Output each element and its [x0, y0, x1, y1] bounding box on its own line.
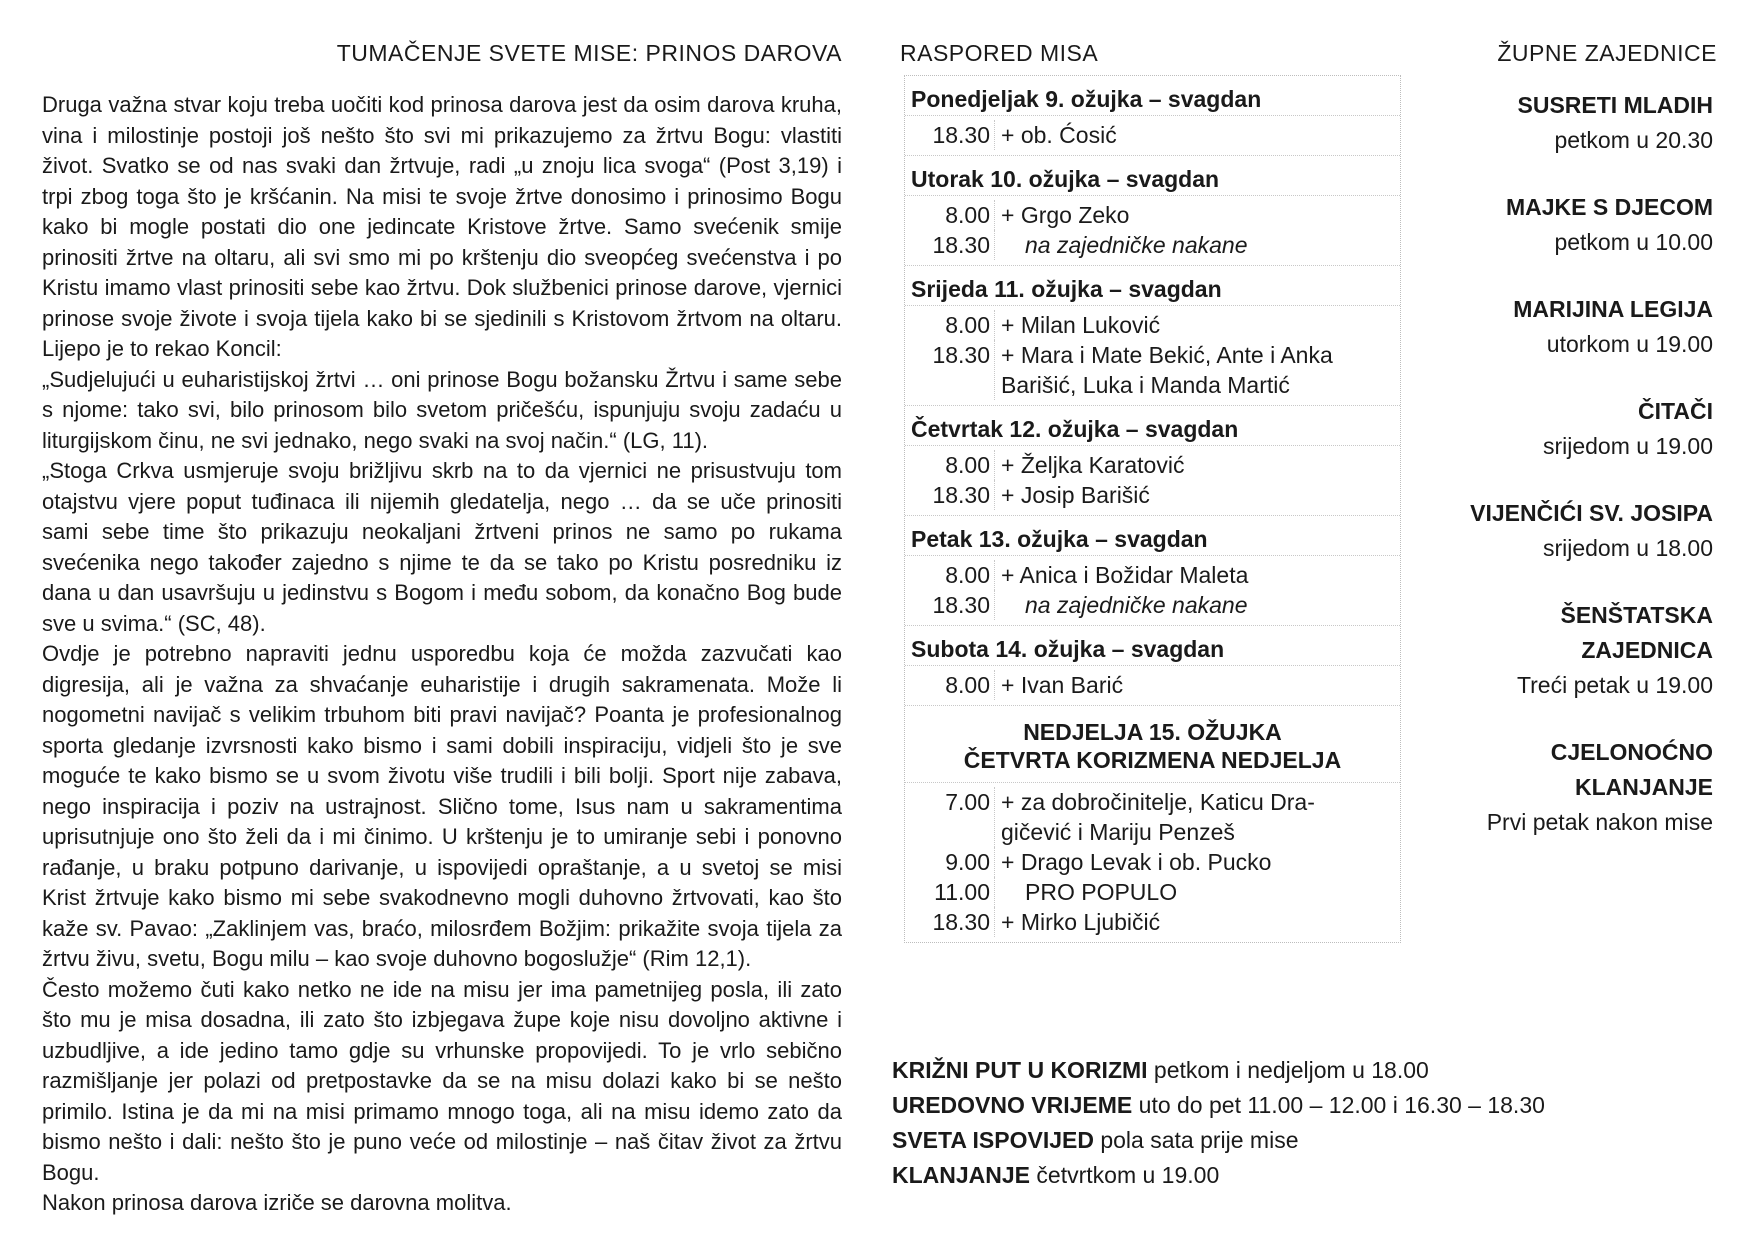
notice-label: KRIŽNI PUT U KORIZMI [892, 1057, 1148, 1083]
mass-row [905, 230, 1400, 260]
mass-row [905, 560, 1400, 590]
mass-intention: + Ivan Barić [1001, 672, 1124, 698]
day-heading: Srijeda 11. ožujka – svagdan [905, 266, 1400, 306]
mass-row [905, 847, 1400, 877]
notice-line [892, 1158, 1712, 1193]
community-name: ČITAČI [1638, 398, 1713, 424]
community-time: srijedom u 18.00 [1542, 535, 1713, 561]
mass-time: 9.00 [905, 847, 995, 877]
mass-intention: + Mirko Ljubičić [1001, 909, 1161, 935]
day-masses [905, 556, 1400, 626]
sunday-date: NEDJELJA 15. OŽUJKA [1023, 719, 1282, 745]
day-masses [905, 446, 1400, 516]
parish-notices [892, 1053, 1712, 1193]
notice-label: UREDOVNO VRIJEME [892, 1092, 1133, 1118]
day-heading: Petak 13. ožujka – svagdan [905, 516, 1400, 556]
article-paragraph: Ovdje je potrebno napraviti jednu usporedbu koja će možda zazvučati kao digresija, ali je važna za shvaćanje euharistije i drugih sakramenata. Može li nogometni navijač s velikim trbuhom biti pravi navijač? Poanta je profesionalnog sporta gledanje izvrsnosti kako bismo i sami dobili inspiraciju, vidjeli što je sve moguće te kako bismo se u svom životu više trudili i bili bolji. Sport nije zabava, nego inspiracija i poziv na ustrajnost. Slično tome, Isus nam u sakramentima uprisutnjuje ono što želi da i mi činimo. U krštenju je to umiranje sebi i ponovno rađanje, u braku potpuno darivanje, u ispovijedi opraštanje, a u svetoj se misi Krist žrtvuje kako bismo mi sebe svakodnevno mogli duhovno žrtvovati, kao što kaže sv. Pavao: „Zaklinjem vas, braćo, milosrđem Božjim: prikažite svoja tijela za žrtvu živu, svetu, Bogu milu – kao svoje duhovno bogoslužje“ (Rim 12,1). [42, 641, 842, 971]
notice-text: četvrtkom u 19.00 [1030, 1162, 1220, 1188]
mass-time: 18.30 [905, 120, 995, 150]
sunday-feast: ČETVRTA KORIZMENA NEDJELJA [963, 747, 1342, 773]
mass-intention: + Josip Barišić [1001, 482, 1150, 508]
mass-time: 8.00 [905, 450, 995, 480]
notice-line [892, 1088, 1712, 1123]
schedule-title: RASPORED MISA [900, 40, 1099, 66]
mass-intention: + Drago Levak i ob. Pucko [1001, 849, 1272, 875]
mass-row [905, 450, 1400, 480]
article-body [42, 90, 842, 1219]
community-name: MAJKE S DJECOM [1505, 194, 1713, 220]
mass-row [905, 670, 1400, 700]
day-masses [905, 196, 1400, 266]
day-masses [905, 116, 1400, 156]
mass-time: 18.30 [905, 340, 995, 400]
mass-intention: + Željka Karatović [1001, 452, 1185, 478]
mass-time: 8.00 [905, 560, 995, 590]
mass-intention: + Mara i Mate Bekić, Ante i Anka Barišić, Luka i Manda Martić [1001, 342, 1333, 398]
community-name: SUSRETI MLADIH [1517, 92, 1713, 118]
day-heading: Ponedjeljak 9. ožujka – svagdan [905, 76, 1400, 116]
mass-intention: + Grgo Zeko [1001, 202, 1130, 228]
community-time: utorkom u 19.00 [1546, 331, 1713, 357]
day-heading: Subota 14. ožujka – svagdan [905, 626, 1400, 666]
mass-time: 8.00 [905, 200, 995, 230]
mass-row [905, 877, 1400, 907]
community-name: MARIJINA LEGIJA [1513, 296, 1713, 322]
mass-intention: na zajedničke nakane [1025, 592, 1248, 618]
mass-time: 18.30 [905, 907, 995, 937]
community-item [1413, 190, 1713, 260]
day-heading: Utorak 10. ožujka – svagdan [905, 156, 1400, 196]
article-paragraph: „Sudjelujući u euharistijskoj žrtvi … oni prinose Bogu božansku Žrtvu i same sebe s njome: tako svi, bilo prinosom bilo svetom pričešću, ispunjuju svoju zadaću u liturgijskom činu, ne svi jednako, nego svaki na svoj način.“ (LG, 11). [42, 366, 842, 453]
community-name: VIJENČIĆI SV. JOSIPA [1470, 500, 1713, 526]
community-name: ŠENŠTATSKA ZAJEDNICA [1560, 602, 1713, 663]
community-name: CJELONOĆNO KLANJANJE [1550, 739, 1713, 800]
notice-text: uto do pet 11.00 – 12.00 i 16.30 – 18.30 [1132, 1092, 1545, 1118]
article-paragraph: „Stoga Crkva usmjeruje svoju brižljivu skrb na to da vjernici ne prisustvuju tom otajstvu vjere poput tuđinaca ili nijemih gledatelja, nego … da se uče prinositi sami sebe time što prikazuju neokaljani žrtveni prinos ne samo po rukama svećenika nego također zajedno s njime te da se tako po Kristu posredniku iz dana u dan usavršuju u jedinstvu s Bogom i među sobom, da konačno Bog bude sve u svima.“ (SC, 48). [42, 458, 842, 636]
notice-text: pola sata prije mise [1093, 1127, 1299, 1153]
community-time: Treći petak u 19.00 [1516, 672, 1713, 698]
mass-time: 18.30 [905, 230, 995, 260]
mass-intention: PRO POPULO [1025, 879, 1178, 905]
community-item [1413, 394, 1713, 464]
community-item [1413, 735, 1713, 840]
mass-time: 7.00 [905, 787, 995, 847]
mass-intention: + Anica i Božidar Maleta [1001, 562, 1249, 588]
mass-row [905, 907, 1400, 937]
mass-intention: + ob. Ćosić [1001, 122, 1117, 148]
sunday-heading [905, 706, 1400, 783]
community-time: petkom u 10.00 [1554, 229, 1713, 255]
notice-text: petkom i nedjeljom u 18.00 [1147, 1057, 1429, 1083]
article-title: TUMAČENJE SVETE MISE: PRINOS DAROVA [336, 40, 842, 66]
day-masses [905, 783, 1400, 942]
day-masses [905, 666, 1400, 706]
mass-row [905, 590, 1400, 620]
notice-label: SVETA ISPOVIJED [892, 1127, 1094, 1153]
mass-intention: + Milan Luković [1001, 312, 1161, 338]
community-time: petkom u 20.30 [1554, 127, 1713, 153]
article-paragraph: Često možemo čuti kako netko ne ide na misu jer ima pametnijeg posla, ili zato što mu je misa dosadna, ili zato što izbjegava župe koje nisu dovoljno aktivne i uzbudljive, a ide jedino tamo gdje su vrhunske propovijedi. To je vrlo sebično razmišljanje jer polazi od pretpostavke da se na misu dolazi kako bi se nešto primilo. Istina je da mi na misi primamo mnogo toga, ali na misu idemo zato da bismo nešto i dali: nešto što je puno veće od milostinje – naš čitav život za žrtvu Bogu. [42, 976, 842, 1185]
day-heading: Četvrtak 12. ožujka – svagdan [905, 406, 1400, 446]
day-masses [905, 306, 1400, 406]
mass-row [905, 200, 1400, 230]
communities-title: ŽUPNE ZAJEDNICE [1497, 40, 1717, 66]
mass-row [905, 340, 1400, 400]
community-item [1413, 292, 1713, 362]
community-item [1413, 496, 1713, 566]
mass-time: 18.30 [905, 590, 995, 620]
mass-row [905, 120, 1400, 150]
mass-intention: na zajedničke nakane [1025, 232, 1248, 258]
notice-line [892, 1123, 1712, 1158]
community-item [1413, 598, 1713, 703]
mass-time: 18.30 [905, 480, 995, 510]
mass-time: 8.00 [905, 310, 995, 340]
community-list [1413, 88, 1713, 872]
mass-schedule-table [904, 75, 1401, 943]
community-item [1413, 88, 1713, 158]
mass-intention: + za dobročinitelje, Katicu Dra- gičević i Mariju Penzeš [1001, 789, 1315, 845]
article-paragraph: Druga važna stvar koju treba uočiti kod prinosa darova jest da osim darova kruha, vina i milostinje postoji još nešto što svi mi prikazujemo za žrtvu Bogu: vlastiti život. Svatko se od nas svaki dan žrtvuje, radi „u znoju lica svoga“ (Post 3,19) i trpi zbog toga što je kršćanin. Na misi te svoje žrtve donosimo i prinosimo Bogu kako bi mogle postati dio one jedincate Kristove žrtve. Samo svećenik smije prinositi žrtve na oltaru, ali svi smo mi po krštenju dio sveopćeg svećenstva i po Kristu imamo vlast prinositi sebe kao žrtvu. Dok službenici prinose darove, vjernici prinose svoje živote i svoja tijela kako bi se sjedinili s Kristovom žrtvom na oltaru. Lijepo je to rekao Koncil: [42, 92, 842, 361]
notice-label: KLANJANJE [892, 1162, 1031, 1188]
community-time: srijedom u 19.00 [1542, 433, 1713, 459]
article-paragraph: Nakon prinosa darova izriče se darovna molitva. [42, 1190, 512, 1215]
mass-time: 11.00 [905, 877, 995, 907]
mass-row [905, 480, 1400, 510]
notice-line [892, 1053, 1712, 1088]
mass-row [905, 310, 1400, 340]
mass-row [905, 787, 1400, 847]
mass-time: 8.00 [905, 670, 995, 700]
community-time: Prvi petak nakon mise [1486, 809, 1713, 835]
